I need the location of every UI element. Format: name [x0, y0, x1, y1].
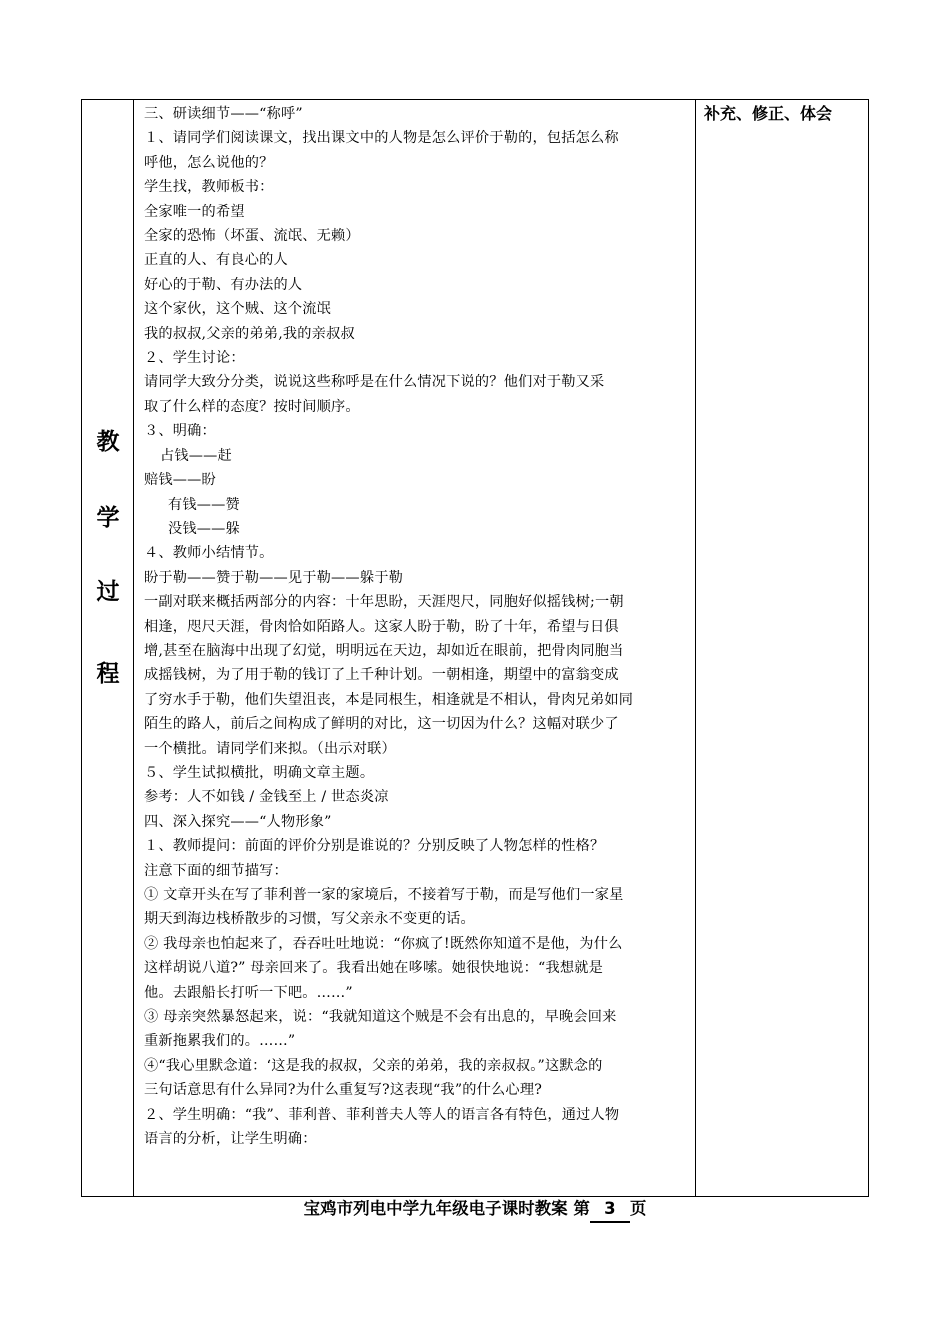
content-line: 重新拖累我们的。……”	[144, 1033, 296, 1050]
content-line: 三、研读细节——“称呼”	[144, 106, 303, 122]
content-line: 一副对联来概括两部分的内容：十年思盼，天涯咫尺，同胞好似摇钱树;一朝	[144, 594, 624, 611]
content-line: 盼于勒——赞于勒——见于勒——躲于勒	[144, 569, 403, 586]
content-line: 呼他，怎么说他的？	[144, 154, 274, 171]
content-line: 了穷水手于勒，他们失望沮丧，本是同根生，相逢就是不相认，骨肉兄弟如同	[144, 691, 634, 708]
content-line: ５、学生试拟横批，明确文章主题。	[144, 764, 375, 781]
footer-prefix: 宝鸡市列电中学九年级电子课时教案 第	[303, 1199, 590, 1218]
content-line: ４、教师小结情节。	[144, 545, 274, 562]
content-line: １、教师提问：前面的评价分别是谁说的？分别反映了人物怎样的性格？	[144, 838, 605, 855]
content-line: 没钱——躲	[168, 520, 240, 537]
content-line: ① 文章开头在写了菲利普一家的家境后，不接着写于勒，而是写他们一家星	[144, 887, 624, 903]
content-line: 赔钱——盼	[144, 472, 216, 489]
section-label-char: 过	[96, 579, 120, 605]
content-line: 全家唯一的希望	[144, 203, 245, 220]
content-line: ３、明确：	[144, 423, 216, 440]
page-number: 3	[590, 1197, 630, 1223]
section-label-char: 教	[96, 429, 120, 455]
content-line: 参考：人不如钱 / 金钱至上 / 世态炎凉	[144, 789, 389, 806]
content-line: ③ 母亲突然暴怒起来，说：“我就知道这个贼是不会有出息的，早晚会回来	[144, 1009, 617, 1026]
content-line: 取了什么样的态度？按时间顺序。	[144, 398, 360, 415]
content-line: 正直的人、有良心的人	[144, 252, 288, 269]
notes-header: 补充、修正、体会	[704, 104, 833, 123]
content-line: 相逢，咫尺天涯，骨肉恰如陌路人。这家人盼于勒，盼了十年，希望与日俱	[144, 618, 619, 635]
content-line: 期天到海边栈桥散步的习惯，写父亲永不变更的话。	[144, 911, 475, 928]
content-line: 好心的于勒、有办法的人	[144, 276, 303, 293]
content-line: 我的叔叔,父亲的弟弟,我的亲叔叔	[144, 325, 355, 342]
content-line: 四、深入探究——“人物形象”	[144, 813, 332, 830]
content-line: 陌生的路人，前后之间构成了鲜明的对比，这一切因为什么？这幅对联少了	[144, 716, 619, 733]
section-label-char: 学	[96, 505, 120, 531]
section-label-char: 程	[96, 661, 120, 687]
footer-suffix: 页	[629, 1199, 647, 1218]
content-line: 全家的恐怖（坏蛋、流氓、无赖）	[144, 228, 360, 245]
content-line: 成摇钱树，为了用于勒的钱订了上千种计划。一朝相逢，期望中的富翁变成	[144, 667, 619, 684]
content-line: ２、学生讨论：	[144, 350, 245, 367]
notes-cell	[696, 100, 869, 1197]
section-label-cell	[82, 100, 134, 1197]
lesson-content-cell	[134, 100, 696, 1197]
content-line: 语言的分析，让学生明确：	[144, 1131, 317, 1148]
content-line: 这个家伙，这个贼、这个流氓	[144, 301, 332, 318]
content-line: 他。去跟船长打听一下吧。……”	[144, 984, 353, 1001]
content-line: 三句话意思有什么异同?为什么重复写?这表现“我”的什么心理?	[144, 1082, 543, 1099]
content-line: ② 我母亲也怕起来了，吞吞吐吐地说：“你疯了!既然你知道不是他，为什么	[144, 935, 623, 952]
content-line: ２、学生明确：“我”、菲利普、菲利普夫人等人的语言各有特色，通过人物	[144, 1106, 620, 1123]
table-row	[82, 100, 869, 1197]
content-line: 注意下面的细节描写：	[144, 862, 288, 879]
content-line: 这样胡说八道?” 母亲回来了。我看出她在哆嗦。她很快地说：“我想就是	[144, 960, 604, 977]
content-line: 有钱——赞	[168, 496, 240, 513]
lesson-plan-table	[81, 99, 869, 1197]
content-line: １、请同学们阅读课文，找出课文中的人物是怎么评价于勒的，包括怎么称	[144, 130, 619, 147]
page-footer	[0, 1197, 950, 1223]
content-line: 占钱——赶	[160, 447, 232, 464]
content-line: 一个横批。请同学们来拟。（出示对联）	[144, 740, 396, 757]
content-line: 增,甚至在脑海中出现了幻觉，明明远在天边，却如近在眼前，把骨肉同胞当	[144, 642, 624, 659]
content-line: ④“我心里默念道：‘这是我的叔叔，父亲的弟弟，我的亲叔叔。”这默念的	[144, 1057, 603, 1074]
content-line: 学生找，教师板书：	[144, 179, 274, 196]
content-line: 请同学大致分分类，说说这些称呼是在什么情况下说的？他们对于勒又采	[144, 374, 605, 391]
